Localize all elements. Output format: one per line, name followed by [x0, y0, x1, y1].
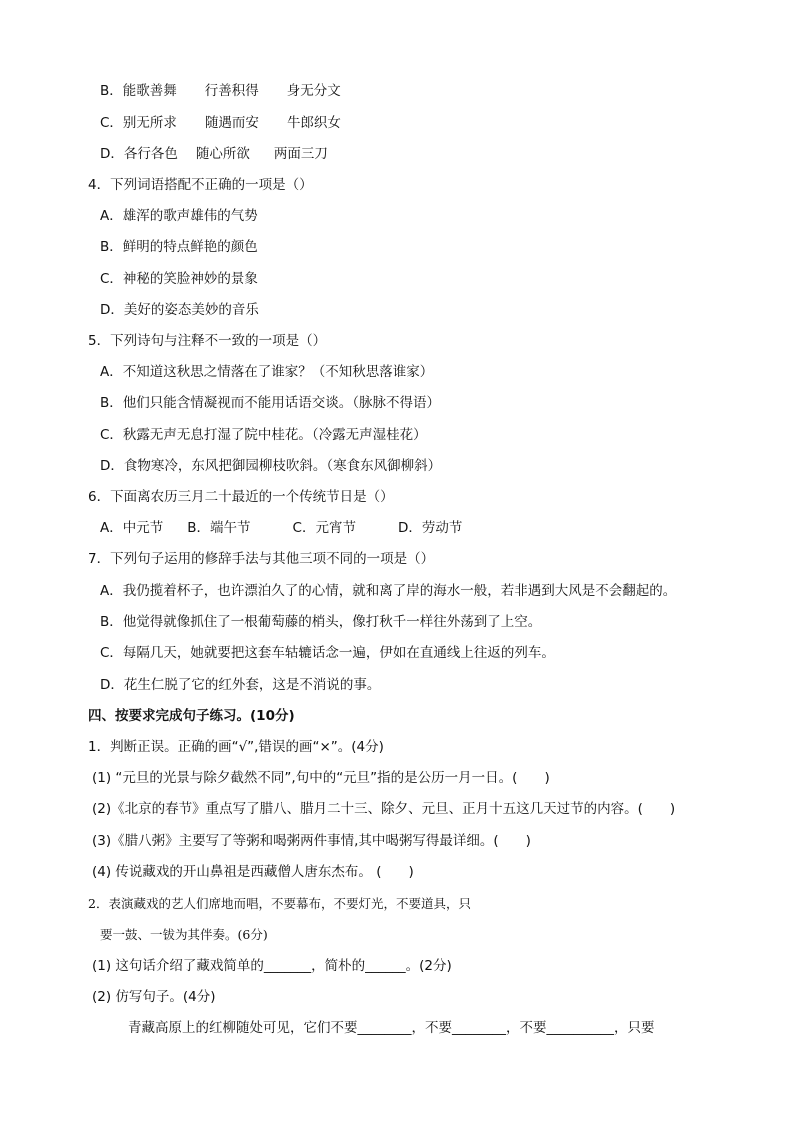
q7-option-b: B．他觉得就像抓住了一根葡萄藤的梢头，像打秋千一样往外荡到了上空。 — [100, 614, 542, 630]
s4-p1-item1: (1) “元旦的光景与除夕截然不同”,句中的“元旦”指的是公历一月一日。( ) — [92, 770, 550, 786]
q3-b-word2: 行善积得 — [204, 83, 259, 99]
s4-p2-sub2: (2) 仿写句子。(4分) — [92, 989, 216, 1005]
q3-option-c — [100, 114, 341, 132]
s4-p2-quote-line1: 2．表演藏戏的艺人们席地而唱，不要幕布，不要灯光，不要道具，只 — [88, 896, 471, 911]
q3-option-d — [100, 145, 328, 163]
q7-option-d: D．花生仁脱了它的红外套，这是不消说的事。 — [100, 677, 381, 693]
q4-option-d: D．美好的姿态美妙的音乐 — [100, 302, 259, 318]
s4-p1-item3: (3)《腊八粥》主要写了等粥和喝粥两件事情,其中喝粥写得最详细。( ) — [92, 833, 531, 849]
s4-p2-imitation: 青藏高原上的红柳随处可见，它们不要________，不要________，不要__________，只要 — [128, 1020, 655, 1036]
q3-c-word2: 随遇而安 — [204, 115, 259, 131]
q3-d-word3: 两面三刀 — [273, 146, 328, 162]
q5-option-a: A．不知道这秋思之情落在了谁家？（不知秋思落谁家） — [100, 364, 434, 380]
s4-p2-quote-line2: 要一鼓、一钹为其伴奏。(6分) — [100, 927, 268, 942]
q6-option-b: B．端午节 — [187, 520, 251, 536]
q3-option-b — [100, 82, 341, 100]
s4-p1-item4: (4) 传说藏戏的开山鼻祖是西藏僧人唐东杰布。 ( ) — [92, 864, 414, 880]
q4-stem: 4．下列词语搭配不正确的一项是（） — [88, 177, 313, 193]
q3-d-word2: 随心所欲 — [195, 146, 250, 162]
q6-stem: 6．下面离农历三月二十最近的一个传统节日是（） — [88, 489, 394, 505]
q5-option-b: B．他们只能含情凝视而不能用话语交谈。（脉脉不得语） — [100, 395, 441, 411]
q6-option-d: D．劳动节 — [397, 520, 463, 536]
s4-p1-item2: (2)《北京的春节》重点写了腊八、腊月二十三、除夕、元旦、正月十五这几天过节的内容。( ) — [92, 801, 676, 817]
s4-p2-sub1: (1) 这句话介绍了藏戏简单的_______，简朴的______。(2分) — [92, 958, 452, 974]
q5-stem: 5．下列诗句与注释不一致的一项是（） — [88, 333, 327, 349]
q3-b-word3: 身无分文 — [286, 83, 341, 99]
section4-heading: 四、按要求完成句子练习。(10分) — [88, 708, 295, 724]
q7-option-a: A．我仍揽着杯子，也许漂泊久了的心情，就和离了岸的海水一般，若非遇到大风是不会翻起的。 — [100, 583, 677, 599]
q3-b-word1: B．能歌善舞 — [100, 83, 177, 99]
q4-option-c: C．神秘的笑脸神妙的景象 — [100, 271, 258, 287]
q4-option-b: B．鲜明的特点鲜艳的颜色 — [100, 239, 258, 255]
q3-c-word3: 牛郎织女 — [286, 115, 341, 131]
q5-option-c: C．秋露无声无息打湿了院中桂花。（冷露无声湿桂花） — [100, 427, 427, 443]
q7-option-c: C．每隔几天，她就要把这套车轱辘话念一遍，伊如在直通线上往返的列车。 — [100, 645, 555, 661]
q4-option-a: A．雄浑的歌声雄伟的气势 — [100, 208, 258, 224]
q6-option-a: A．中元节 — [100, 520, 164, 536]
q6-option-c: C．元宵节 — [292, 520, 356, 536]
q5-option-d: D．食物寒冷，东风把御园柳枝吹斜。（寒食东风御柳斜） — [100, 458, 442, 474]
q7-stem: 7．下列句子运用的修辞手法与其他三项不同的一项是（） — [88, 551, 435, 567]
q3-c-word1: C．别无所求 — [100, 115, 177, 131]
s4-p1-stem: 1．判断正误。正确的画“√”,错误的画“×”。(4分) — [88, 739, 384, 755]
q6-options — [100, 519, 462, 537]
q3-d-word1: D．各行各色 — [100, 146, 178, 162]
